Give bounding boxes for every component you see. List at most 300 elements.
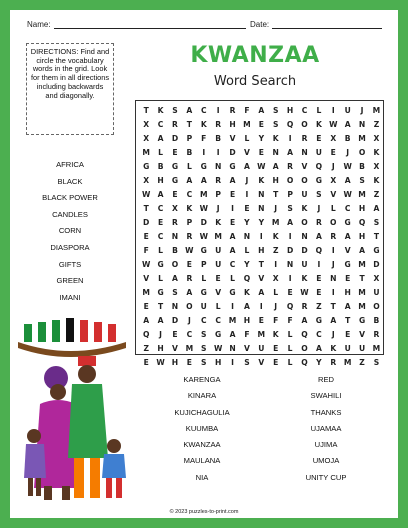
grid-letter[interactable]: F xyxy=(201,133,207,143)
grid-letter[interactable]: H xyxy=(171,357,179,367)
grid-letter[interactable]: I xyxy=(317,259,321,269)
grid-letter[interactable]: G xyxy=(157,259,164,269)
grid-letter[interactable]: G xyxy=(200,287,207,297)
grid-letter[interactable]: I xyxy=(216,105,220,115)
grid-letter[interactable]: O xyxy=(358,147,366,157)
grid-letter[interactable]: V xyxy=(330,189,337,199)
grid-letter[interactable]: B xyxy=(359,161,365,171)
grid-letter[interactable]: A xyxy=(229,231,236,241)
grid-letter[interactable]: A xyxy=(157,189,164,199)
grid-letter[interactable]: Z xyxy=(359,357,365,367)
grid-letter[interactable]: Y xyxy=(258,217,265,227)
grid-letter[interactable]: I xyxy=(216,147,220,157)
grid-letter[interactable]: K xyxy=(200,119,207,129)
grid-letter[interactable]: C xyxy=(229,259,236,269)
grid-letter[interactable]: A xyxy=(287,217,294,227)
grid-letter[interactable]: R xyxy=(172,119,178,129)
grid-letter[interactable]: J xyxy=(346,147,350,157)
grid-letter[interactable]: A xyxy=(186,105,193,115)
grid-letter[interactable]: M xyxy=(358,301,366,311)
grid-letter[interactable]: H xyxy=(344,287,351,297)
grid-letter[interactable]: E xyxy=(345,329,351,339)
grid-letter[interactable]: E xyxy=(316,287,322,297)
grid-letter[interactable]: V xyxy=(359,329,365,339)
grid-letter[interactable]: W xyxy=(343,161,352,171)
grid-letter[interactable]: I xyxy=(259,301,263,311)
grid-letter[interactable]: C xyxy=(186,329,193,339)
grid-letter[interactable]: C xyxy=(344,203,351,213)
grid-letter[interactable]: T xyxy=(186,119,192,129)
grid-letter[interactable]: A xyxy=(243,161,250,171)
grid-letter[interactable]: L xyxy=(244,133,250,143)
grid-letter[interactable]: B xyxy=(157,161,164,171)
grid-letter[interactable]: N xyxy=(171,301,179,311)
grid-letter[interactable]: E xyxy=(229,189,236,199)
grid-letter[interactable]: K xyxy=(258,175,265,185)
grid-letter[interactable]: N xyxy=(171,231,179,241)
grid-letter[interactable]: M xyxy=(271,217,280,227)
grid-letter[interactable]: P xyxy=(186,133,193,143)
grid-letter[interactable]: N xyxy=(258,203,265,213)
grid-letter[interactable]: E xyxy=(287,287,293,297)
grid-letter[interactable]: M xyxy=(228,315,237,325)
grid-letter[interactable]: E xyxy=(244,203,250,213)
grid-letter[interactable]: F xyxy=(273,315,279,325)
grid-letter[interactable]: G xyxy=(344,259,351,269)
grid-letter[interactable]: N xyxy=(258,189,265,199)
grid-letter[interactable]: Q xyxy=(286,119,294,129)
grid-letter[interactable]: C xyxy=(200,105,207,115)
grid-letter[interactable]: E xyxy=(186,357,192,367)
grid-letter[interactable]: L xyxy=(244,245,250,255)
grid-letter[interactable]: S xyxy=(287,203,293,213)
grid-letter[interactable]: D xyxy=(143,217,150,227)
grid-letter[interactable]: K xyxy=(186,203,193,213)
grid-letter[interactable]: W xyxy=(142,259,151,269)
grid-letter[interactable]: P xyxy=(287,189,293,199)
grid-letter[interactable]: I xyxy=(259,231,263,241)
grid-letter[interactable]: N xyxy=(330,273,337,283)
grid-letter[interactable]: U xyxy=(215,259,222,269)
grid-letter[interactable]: U xyxy=(200,301,207,311)
date-underline[interactable] xyxy=(272,21,382,29)
grid-letter[interactable]: R xyxy=(301,301,308,311)
grid-letter[interactable]: Q xyxy=(286,301,294,311)
grid-letter[interactable]: A xyxy=(301,315,308,325)
grid-letter[interactable]: Q xyxy=(301,357,308,367)
grid-letter[interactable]: V xyxy=(229,133,236,143)
grid-letter[interactable]: X xyxy=(143,119,150,129)
grid-letter[interactable]: X xyxy=(373,133,380,143)
grid-letter[interactable]: D xyxy=(286,245,294,255)
grid-letter[interactable]: G xyxy=(200,161,207,171)
grid-letter[interactable]: M xyxy=(358,189,366,199)
grid-letter[interactable]: Q xyxy=(315,161,323,171)
grid-letter[interactable]: Y xyxy=(244,217,250,227)
grid-letter[interactable]: J xyxy=(360,105,364,115)
grid-letter[interactable]: M xyxy=(372,105,381,115)
grid-letter[interactable]: O xyxy=(330,217,337,227)
grid-letter[interactable]: M xyxy=(214,231,222,241)
grid-letter[interactable]: L xyxy=(215,301,221,311)
grid-letter[interactable]: G xyxy=(373,245,380,255)
grid-letter[interactable]: A xyxy=(243,301,250,311)
grid-letter[interactable]: A xyxy=(229,245,236,255)
grid-letter[interactable]: Y xyxy=(316,357,322,367)
grid-letter[interactable]: M xyxy=(257,329,266,339)
grid-letter[interactable]: A xyxy=(272,161,279,171)
grid-letter[interactable]: K xyxy=(315,119,322,129)
grid-letter[interactable]: L xyxy=(158,147,163,157)
grid-letter[interactable]: L xyxy=(230,273,235,283)
grid-letter[interactable]: D xyxy=(200,217,207,227)
grid-letter[interactable]: V xyxy=(172,343,178,353)
grid-letter[interactable]: C xyxy=(157,119,164,129)
grid-letter[interactable]: F xyxy=(244,105,250,115)
grid-letter[interactable]: K xyxy=(215,217,222,227)
grid-letter[interactable]: A xyxy=(200,175,207,185)
grid-letter[interactable]: V xyxy=(215,287,222,297)
grid-letter[interactable]: A xyxy=(258,287,265,297)
grid-letter[interactable]: E xyxy=(258,119,264,129)
grid-letter[interactable]: E xyxy=(345,273,351,283)
grid-letter[interactable]: D xyxy=(301,245,308,255)
grid-letter[interactable]: J xyxy=(274,301,278,311)
grid-letter[interactable]: H xyxy=(358,231,366,241)
grid-letter[interactable]: E xyxy=(143,231,149,241)
grid-letter[interactable]: S xyxy=(272,119,279,129)
grid-letter[interactable]: G xyxy=(229,287,236,297)
grid-letter[interactable]: A xyxy=(373,203,380,213)
grid-letter[interactable]: D xyxy=(373,259,380,269)
grid-letter[interactable]: E xyxy=(273,357,279,367)
grid-letter[interactable]: H xyxy=(286,105,294,115)
grid-letter[interactable]: A xyxy=(287,147,294,157)
grid-letter[interactable]: U xyxy=(344,105,351,115)
grid-letter[interactable]: G xyxy=(200,245,207,255)
grid-letter[interactable]: Q xyxy=(243,273,251,283)
grid-letter[interactable]: W xyxy=(185,245,194,255)
grid-letter[interactable]: E xyxy=(258,147,264,157)
grid-letter[interactable]: E xyxy=(215,273,221,283)
grid-letter[interactable]: A xyxy=(344,231,351,241)
grid-letter[interactable]: Q xyxy=(142,329,150,339)
grid-letter[interactable]: R xyxy=(315,217,322,227)
grid-letter[interactable]: B xyxy=(186,147,193,157)
grid-letter[interactable]: M xyxy=(142,287,150,297)
grid-letter[interactable]: V xyxy=(243,147,250,157)
grid-letter[interactable]: T xyxy=(345,315,351,325)
grid-letter[interactable]: N xyxy=(229,343,236,353)
grid-letter[interactable]: I xyxy=(274,259,278,269)
grid-letter[interactable]: W xyxy=(343,189,352,199)
grid-letter[interactable]: E xyxy=(143,357,149,367)
grid-letter[interactable]: T xyxy=(373,231,380,241)
grid-letter[interactable]: Y xyxy=(244,259,250,269)
grid-letter[interactable]: Z xyxy=(373,189,380,199)
grid-letter[interactable]: M xyxy=(199,189,208,199)
grid-letter[interactable]: M xyxy=(343,357,352,367)
grid-letter[interactable]: K xyxy=(373,147,380,157)
grid-letter[interactable]: Z xyxy=(316,301,322,311)
grid-letter[interactable]: X xyxy=(373,273,380,283)
grid-letter[interactable]: M xyxy=(358,133,366,143)
grid-letter[interactable]: E xyxy=(172,189,178,199)
grid-letter[interactable]: F xyxy=(244,329,250,339)
grid-letter[interactable]: K xyxy=(301,273,308,283)
grid-letter[interactable]: K xyxy=(157,105,164,115)
grid-letter[interactable]: N xyxy=(358,119,366,129)
grid-letter[interactable]: I xyxy=(202,147,206,157)
grid-letter[interactable]: G xyxy=(157,287,164,297)
grid-letter[interactable]: E xyxy=(316,133,322,143)
grid-letter[interactable]: N xyxy=(272,147,279,157)
grid-letter[interactable]: R xyxy=(172,217,178,227)
grid-letter[interactable]: L xyxy=(158,273,163,283)
grid-letter[interactable]: E xyxy=(172,147,178,157)
grid-letter[interactable]: I xyxy=(231,301,234,311)
grid-letter[interactable]: Z xyxy=(272,245,279,255)
grid-letter[interactable]: I xyxy=(231,357,234,367)
grid-letter[interactable]: U xyxy=(301,259,308,269)
grid-letter[interactable]: B xyxy=(215,133,222,143)
grid-letter[interactable]: A xyxy=(157,133,164,143)
grid-letter[interactable]: P xyxy=(200,259,207,269)
grid-letter[interactable]: W xyxy=(300,287,309,297)
grid-letter[interactable]: B xyxy=(344,133,351,143)
grid-letter[interactable]: U xyxy=(373,287,380,297)
grid-letter[interactable]: A xyxy=(186,287,193,297)
grid-letter[interactable]: R xyxy=(186,273,193,283)
grid-letter[interactable]: I xyxy=(331,105,335,115)
grid-letter[interactable]: X xyxy=(330,175,337,185)
grid-letter[interactable]: T xyxy=(143,105,149,115)
grid-letter[interactable]: S xyxy=(172,105,178,115)
grid-letter[interactable]: A xyxy=(344,301,351,311)
grid-letter[interactable]: C xyxy=(316,329,322,339)
grid-letter[interactable]: A xyxy=(315,343,322,353)
grid-letter[interactable]: Z xyxy=(373,119,380,129)
grid-letter[interactable]: W xyxy=(199,231,208,241)
grid-letter[interactable]: M xyxy=(243,119,251,129)
grid-letter[interactable]: U xyxy=(315,147,322,157)
grid-letter[interactable]: L xyxy=(316,105,322,115)
grid-letter[interactable]: V xyxy=(301,161,308,171)
grid-letter[interactable]: N xyxy=(301,231,308,241)
grid-letter[interactable]: H xyxy=(358,203,366,213)
grid-letter[interactable]: E xyxy=(316,273,322,283)
grid-letter[interactable]: O xyxy=(373,301,380,311)
grid-letter[interactable]: T xyxy=(359,273,365,283)
grid-letter[interactable]: H xyxy=(157,175,164,185)
grid-letter[interactable]: R xyxy=(301,133,308,143)
grid-letter[interactable]: M xyxy=(358,287,366,297)
grid-letter[interactable]: G xyxy=(315,175,322,185)
grid-letter[interactable]: E xyxy=(157,217,164,227)
grid-letter[interactable]: S xyxy=(201,343,207,353)
grid-letter[interactable]: H xyxy=(157,343,164,353)
grid-letter[interactable]: D xyxy=(229,147,236,157)
grid-letter[interactable]: K xyxy=(243,287,250,297)
grid-letter[interactable]: Y xyxy=(258,133,265,143)
grid-letter[interactable]: K xyxy=(272,133,279,143)
grid-letter[interactable]: Z xyxy=(143,343,149,353)
grid-letter[interactable]: H xyxy=(214,357,222,367)
grid-letter[interactable]: S xyxy=(373,357,380,367)
grid-letter[interactable]: S xyxy=(172,287,178,297)
grid-letter[interactable]: G xyxy=(171,161,179,171)
grid-letter[interactable]: E xyxy=(258,315,264,325)
grid-letter[interactable]: E xyxy=(273,343,279,353)
grid-letter[interactable]: O xyxy=(186,301,193,311)
grid-letter[interactable]: I xyxy=(288,231,292,241)
grid-letter[interactable]: C xyxy=(157,231,164,241)
grid-letter[interactable]: P xyxy=(186,217,193,227)
grid-letter[interactable]: R xyxy=(287,161,294,171)
grid-letter[interactable]: C xyxy=(157,203,164,213)
grid-letter[interactable]: A xyxy=(315,231,322,241)
grid-letter[interactable]: Q xyxy=(301,329,308,339)
grid-letter[interactable]: G xyxy=(143,161,150,171)
grid-letter[interactable]: H xyxy=(243,315,251,325)
grid-letter[interactable]: X xyxy=(172,203,178,213)
grid-letter[interactable]: C xyxy=(186,189,193,199)
grid-letter[interactable]: O xyxy=(301,343,308,353)
grid-letter[interactable]: B xyxy=(373,315,380,325)
grid-letter[interactable]: A xyxy=(344,175,351,185)
grid-letter[interactable]: H xyxy=(258,245,265,255)
grid-letter[interactable]: R xyxy=(330,231,337,241)
grid-letter[interactable]: U xyxy=(258,343,265,353)
grid-letter[interactable]: D xyxy=(171,133,179,143)
grid-letter[interactable]: E xyxy=(186,259,192,269)
grid-letter[interactable]: X xyxy=(272,273,279,283)
grid-letter[interactable]: K xyxy=(272,231,279,241)
grid-letter[interactable]: S xyxy=(201,357,207,367)
grid-letter[interactable]: A xyxy=(186,175,193,185)
grid-letter[interactable]: O xyxy=(171,259,179,269)
grid-letter[interactable]: J xyxy=(331,329,335,339)
grid-letter[interactable]: H xyxy=(229,119,236,129)
grid-letter[interactable]: O xyxy=(301,119,308,129)
grid-letter[interactable]: J xyxy=(317,203,321,213)
grid-letter[interactable]: E xyxy=(330,147,336,157)
grid-letter[interactable]: T xyxy=(143,203,149,213)
grid-letter[interactable]: A xyxy=(229,329,236,339)
grid-letter[interactable]: I xyxy=(231,203,234,213)
grid-letter[interactable]: L xyxy=(158,245,163,255)
grid-letter[interactable]: J xyxy=(331,161,335,171)
grid-letter[interactable]: R xyxy=(373,329,380,339)
grid-letter[interactable]: L xyxy=(186,161,192,171)
grid-letter[interactable]: S xyxy=(373,217,380,227)
grid-letter[interactable]: E xyxy=(143,301,149,311)
grid-letter[interactable]: V xyxy=(258,357,265,367)
grid-letter[interactable]: T xyxy=(330,301,336,311)
grid-letter[interactable]: N xyxy=(286,259,294,269)
name-underline[interactable] xyxy=(54,21,246,29)
grid-letter[interactable]: K xyxy=(301,203,308,213)
grid-letter[interactable]: R xyxy=(330,357,337,367)
grid-letter[interactable]: S xyxy=(316,189,322,199)
grid-letter[interactable]: F xyxy=(287,315,293,325)
grid-letter[interactable]: U xyxy=(301,189,308,199)
grid-letter[interactable]: E xyxy=(229,217,236,227)
grid-letter[interactable]: A xyxy=(229,175,236,185)
grid-letter[interactable]: L xyxy=(287,343,293,353)
grid-letter[interactable]: S xyxy=(272,105,279,115)
grid-letter[interactable]: L xyxy=(287,329,293,339)
grid-letter[interactable]: O xyxy=(301,217,308,227)
grid-letter[interactable]: M xyxy=(185,343,194,353)
grid-letter[interactable]: W xyxy=(257,161,266,171)
grid-letter[interactable]: J xyxy=(274,203,278,213)
grid-letter[interactable]: R xyxy=(229,105,236,115)
grid-letter[interactable]: S xyxy=(244,357,250,367)
grid-letter[interactable]: J xyxy=(245,175,249,185)
grid-letter[interactable]: W xyxy=(329,119,338,129)
grid-letter[interactable]: R xyxy=(186,231,193,241)
grid-letter[interactable]: V xyxy=(258,273,265,283)
grid-letter[interactable]: I xyxy=(245,189,249,199)
grid-letter[interactable]: T xyxy=(273,189,279,199)
grid-letter[interactable]: V xyxy=(143,273,150,283)
grid-letter[interactable]: G xyxy=(315,315,322,325)
grid-letter[interactable]: S xyxy=(201,329,207,339)
grid-letter[interactable]: G xyxy=(358,315,366,325)
grid-letter[interactable]: I xyxy=(331,287,335,297)
grid-letter[interactable]: M xyxy=(142,147,150,157)
grid-letter[interactable]: M xyxy=(372,343,381,353)
grid-letter[interactable]: X xyxy=(143,133,150,143)
grid-letter[interactable]: U xyxy=(358,343,366,353)
grid-letter[interactable]: G xyxy=(215,329,222,339)
grid-letter[interactable]: O xyxy=(286,175,294,185)
grid-letter[interactable]: U xyxy=(215,245,222,255)
grid-letter[interactable]: Q xyxy=(358,217,366,227)
grid-letter[interactable]: W xyxy=(142,189,151,199)
name-field[interactable] xyxy=(27,20,246,29)
grid-letter[interactable]: L xyxy=(201,273,207,283)
grid-letter[interactable]: T xyxy=(258,259,264,269)
date-field[interactable] xyxy=(250,20,382,29)
grid-letter[interactable]: L xyxy=(287,357,293,367)
grid-letter[interactable]: X xyxy=(143,175,150,185)
grid-letter[interactable]: H xyxy=(272,175,279,185)
grid-letter[interactable]: W xyxy=(213,343,223,353)
grid-letter[interactable]: J xyxy=(187,315,191,325)
grid-letter[interactable]: A xyxy=(143,315,150,325)
grid-letter[interactable]: K xyxy=(330,343,337,353)
grid-letter[interactable]: V xyxy=(243,343,250,353)
grid-letter[interactable]: A xyxy=(172,273,178,283)
grid-letter[interactable]: S xyxy=(359,175,365,185)
grid-letter[interactable]: A xyxy=(258,105,265,115)
grid-letter[interactable]: M xyxy=(358,259,366,269)
grid-letter[interactable]: I xyxy=(288,273,292,283)
grid-letter[interactable]: J xyxy=(216,203,220,213)
grid-letter[interactable]: O xyxy=(301,175,308,185)
grid-letter[interactable]: K xyxy=(373,175,380,185)
grid-letter[interactable]: A xyxy=(330,315,337,325)
grid-letter[interactable]: R xyxy=(215,119,222,129)
grid-letter[interactable]: J xyxy=(159,329,162,339)
grid-letter[interactable]: A xyxy=(359,245,365,255)
grid-letter[interactable]: C xyxy=(200,315,207,325)
grid-letter[interactable]: G xyxy=(344,217,351,227)
grid-letter[interactable]: C xyxy=(301,105,308,115)
grid-letter[interactable]: K xyxy=(272,329,279,339)
